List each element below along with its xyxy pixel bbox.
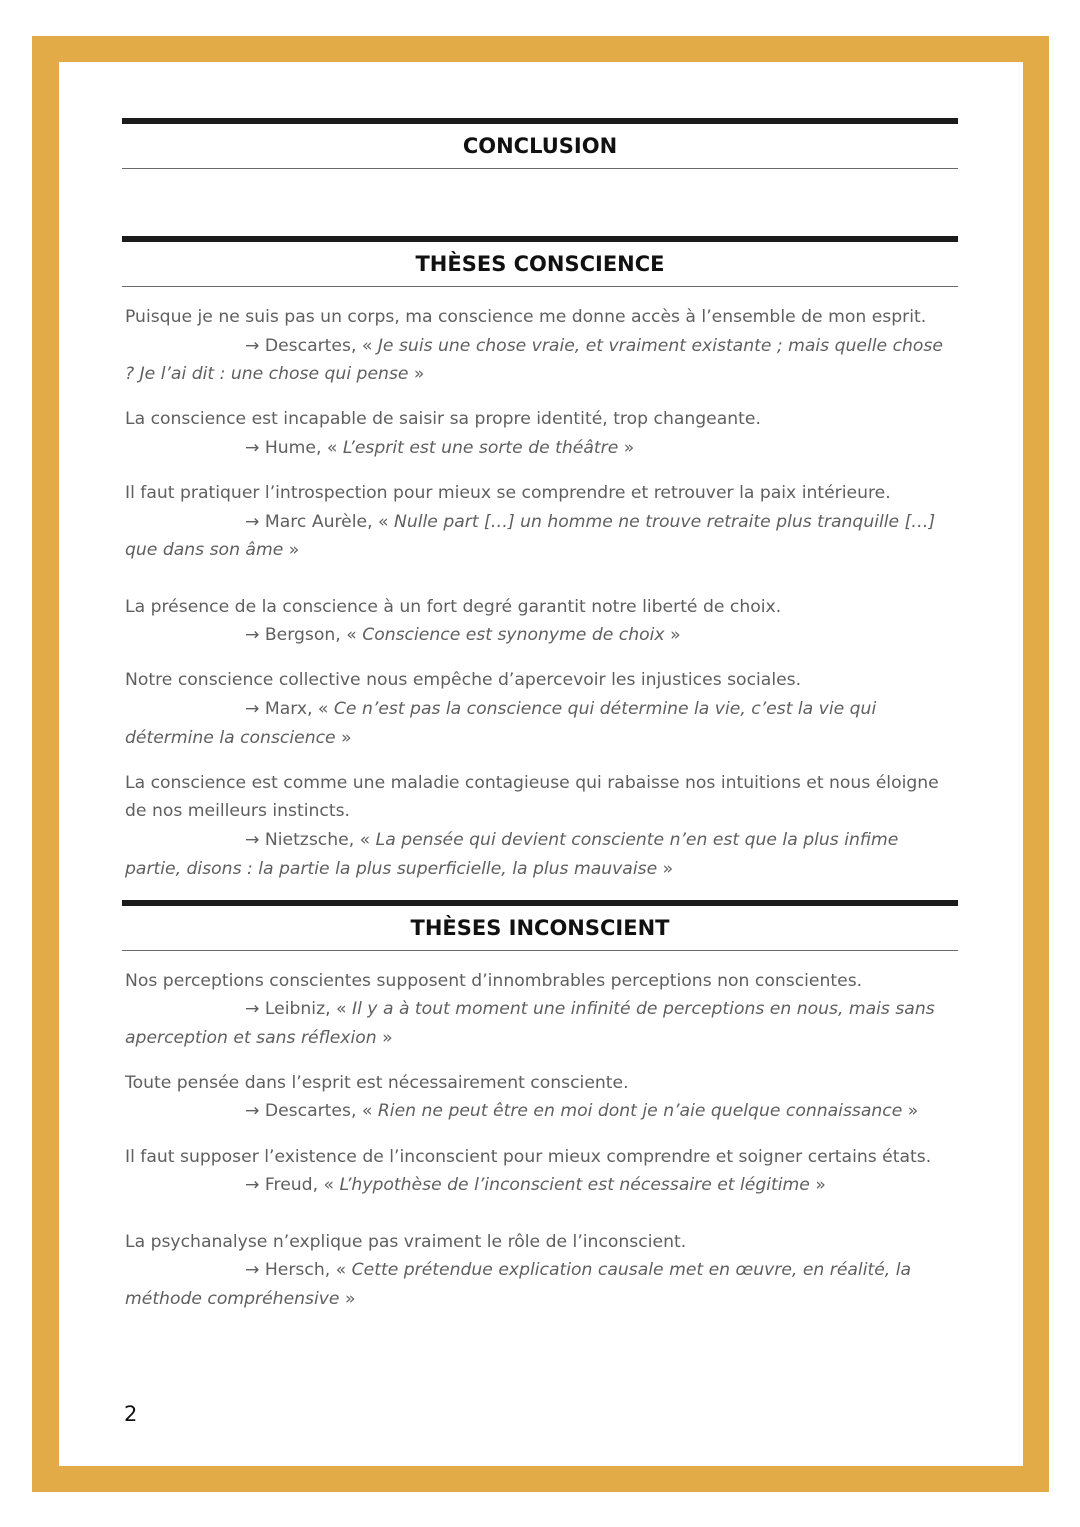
thesis-entry xyxy=(125,967,958,1053)
thesis-entry xyxy=(125,769,958,883)
thesis-text: Notre conscience collective nous empêche d’apercevoir les injustices sociales. xyxy=(125,670,802,691)
citation-close: » xyxy=(339,1288,356,1309)
section-title-conscience: THÈSES CONSCIENCE xyxy=(122,236,958,287)
citation xyxy=(125,826,946,883)
thesis-text: La conscience est incapable de saisir sa propre identité, trop changeante. xyxy=(125,409,761,430)
citation-close: » xyxy=(283,540,300,561)
citation-quote: Cette prétendue explication causale met en œuvre, en réalité, la méthode compréhensive xyxy=(125,1260,912,1309)
citation-close: » xyxy=(376,1027,393,1048)
citation-author: → Marc Aurèle, « xyxy=(245,511,394,532)
citation-close: » xyxy=(664,625,681,646)
citation-author: → Leibniz, « xyxy=(245,999,352,1020)
citation xyxy=(125,508,946,565)
citation-close: » xyxy=(408,364,425,385)
thesis-entry xyxy=(125,479,958,565)
citation-quote: Ce n’est pas la conscience qui détermine la vie, c’est la vie qui détermine la conscience xyxy=(125,699,877,748)
citation xyxy=(125,1097,946,1126)
citation-author: → Marx, « xyxy=(245,699,334,720)
citation-quote: L’esprit est une sorte de théâtre xyxy=(342,437,619,458)
citation-author: → Nietzsche, « xyxy=(245,829,376,850)
citation-author: → Bergson, « xyxy=(245,625,363,646)
thesis-entry xyxy=(125,666,958,752)
thesis-entry xyxy=(125,1143,958,1200)
citation-author: → Descartes, « xyxy=(245,1101,378,1122)
thesis-entry xyxy=(125,303,958,389)
page-number: 2 xyxy=(124,1402,138,1426)
citation-author: → Hersch, « xyxy=(245,1260,352,1281)
citation xyxy=(125,332,946,389)
citation xyxy=(125,995,946,1052)
thesis-text: Il faut supposer l’existence de l’inconscient pour mieux comprendre et soigner certains états. xyxy=(125,1146,932,1167)
citation-close: » xyxy=(335,727,352,748)
page-content xyxy=(122,118,958,1330)
thesis-text: Il faut pratiquer l’introspection pour mieux se comprendre et retrouver la paix intérieure. xyxy=(125,482,891,503)
thesis-entry xyxy=(125,405,958,462)
section-title-inconscient: THÈSES INCONSCIENT xyxy=(122,900,958,951)
section-title-conclusion: CONCLUSION xyxy=(122,118,958,169)
citation-quote: Il y a à tout moment une infinité de perceptions en nous, mais sans aperception et sans réflexion xyxy=(125,999,935,1048)
citation xyxy=(125,621,946,650)
thesis-entry xyxy=(125,593,958,650)
citation-close: » xyxy=(902,1101,919,1122)
citation-quote: Nulle part […] un homme ne trouve retraite plus tranquille […] que dans son âme xyxy=(125,511,936,561)
thesis-text: Toute pensée dans l’esprit est nécessairement consciente. xyxy=(125,1072,629,1093)
thesis-text: La présence de la conscience à un fort degré garantit notre liberté de choix. xyxy=(125,596,782,617)
citation-author: → Descartes, « xyxy=(245,335,378,356)
citation-quote: Je suis une chose vraie, et vraiment existante ; mais quelle chose ? Je l’ai dit : une chose qui pense xyxy=(125,335,943,385)
thesis-text: Nos perceptions conscientes supposent d’innombrables perceptions non conscientes. xyxy=(125,970,863,991)
citation-quote: Conscience est synonyme de choix xyxy=(362,625,665,646)
document-page xyxy=(59,62,1023,1466)
citation xyxy=(125,1256,946,1313)
thesis-entry xyxy=(125,1228,958,1314)
thesis-entry xyxy=(125,1069,958,1126)
citation-close: » xyxy=(657,858,674,879)
citation-author: → Freud, « xyxy=(245,1175,340,1196)
citation-quote: L’hypothèse de l’inconscient est nécessaire et légitime xyxy=(339,1175,810,1196)
citation xyxy=(125,1171,946,1200)
citation-close: » xyxy=(809,1175,826,1196)
thesis-text: Puisque je ne suis pas un corps, ma conscience me donne accès à l’ensemble de mon esprit. xyxy=(125,307,927,327)
citation-author: → Hume, « xyxy=(245,437,343,458)
citation xyxy=(125,695,946,752)
citation-close: » xyxy=(618,437,635,458)
thesis-text: La conscience est comme une maladie contagieuse qui rabaisse nos intuitions et nous éloigne de nos meilleurs instincts. xyxy=(125,772,939,822)
citation xyxy=(125,434,946,463)
citation-quote: La pensée qui devient consciente n’en est que la plus infime partie, disons : la partie la plus superficielle, la plus mauvaise xyxy=(125,829,899,879)
thesis-text: La psychanalyse n’explique pas vraiment le rôle de l’inconscient. xyxy=(125,1231,687,1252)
citation-quote: Rien ne peut être en moi dont je n’aie quelque connaissance xyxy=(377,1101,903,1122)
